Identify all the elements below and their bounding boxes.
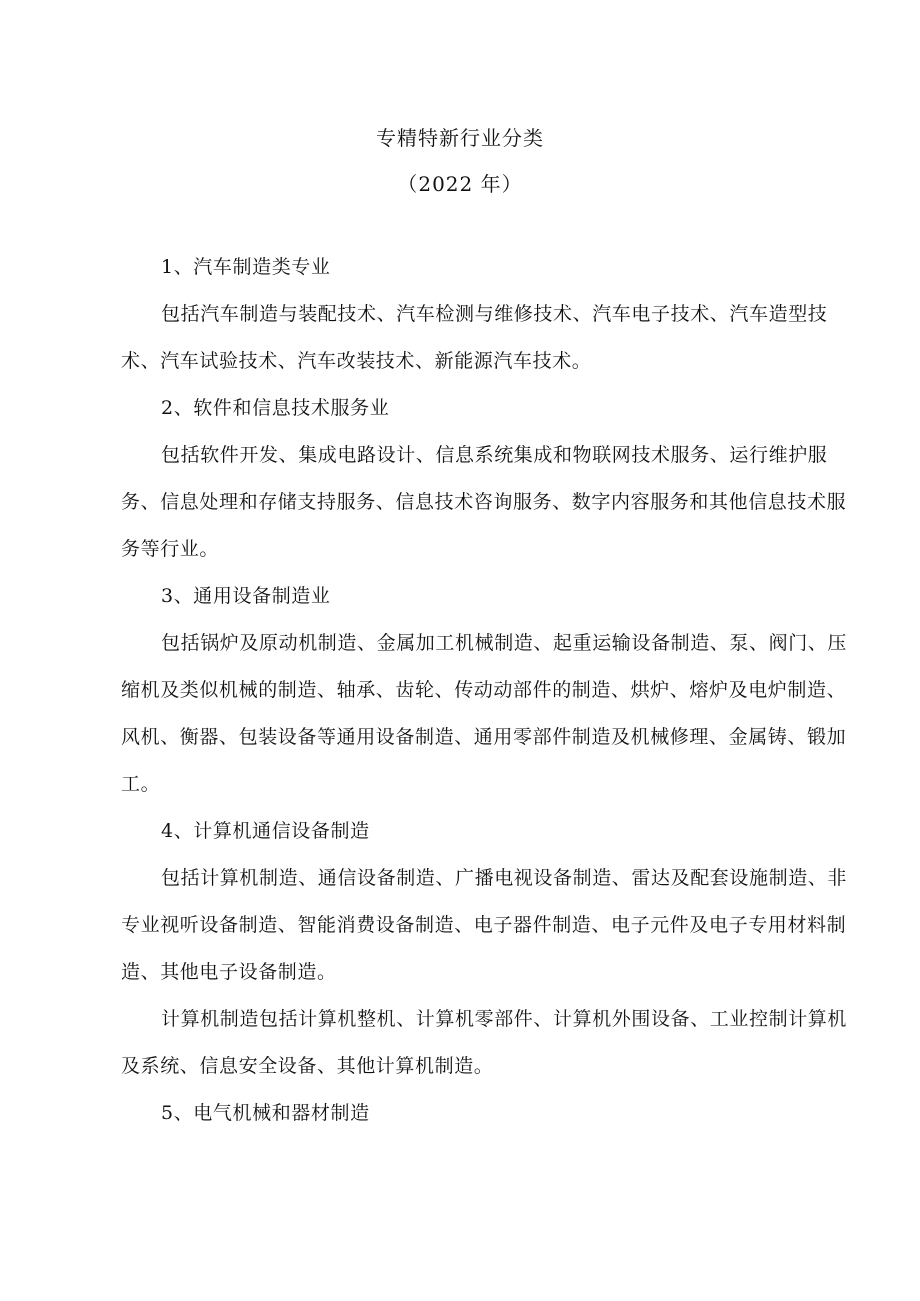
section-heading-5: 5、电气机械和器材制造 [161,1102,370,1124]
section-heading-2: 2、软件和信息技术服务业 [161,397,390,419]
section-paragraph-2-1: 包括软件开发、集成电路设计、信息系统集成和物联网技术服务、运行维护服务、信息处理和存储支持服务、信息技术咨询服务、数字内容服务和其他信息技术服务等行业。 [121,444,847,560]
section-paragraph-1-1: 包括汽车制造与装配技术、汽车检测与维修技术、汽车电子技术、汽车造型技术、汽车试验技术、汽车改装技术、新能源汽车技术。 [121,303,828,372]
section-heading-3: 3、通用设备制造业 [161,585,331,607]
section-paragraph-3-1: 包括锅炉及原动机制造、金属加工机械制造、起重运输设备制造、泵、阀门、压缩机及类似机械的制造、轴承、齿轮、传动动部件的制造、烘炉、熔炉及电炉制造、风机、衡器、包装设备等通用设备制造、通用零部件制造及机械修理、金属铸、锻加工。 [121,632,848,795]
section-heading-1: 1、汽车制造类专业 [161,256,331,278]
section-paragraph-4-2: 计算机制造包括计算机整机、计算机零部件、计算机外围设备、工业控制计算机及系统、信息安全设备、其他计算机制造。 [121,1008,848,1077]
document-subtitle: （2022 年） [397,172,523,196]
section-heading-4: 4、计算机通信设备制造 [161,820,370,842]
document-body [121,244,851,1137]
section-paragraph-4-1: 包括计算机制造、通信设备制造、广播电视设备制造、雷达及配套设施制造、非专业视听设备制造、智能消费设备制造、电子器件制造、电子元件及电子专用材料制造、其他电子设备制造。 [121,867,848,983]
document-title: 专精特新行业分类 [376,126,544,150]
